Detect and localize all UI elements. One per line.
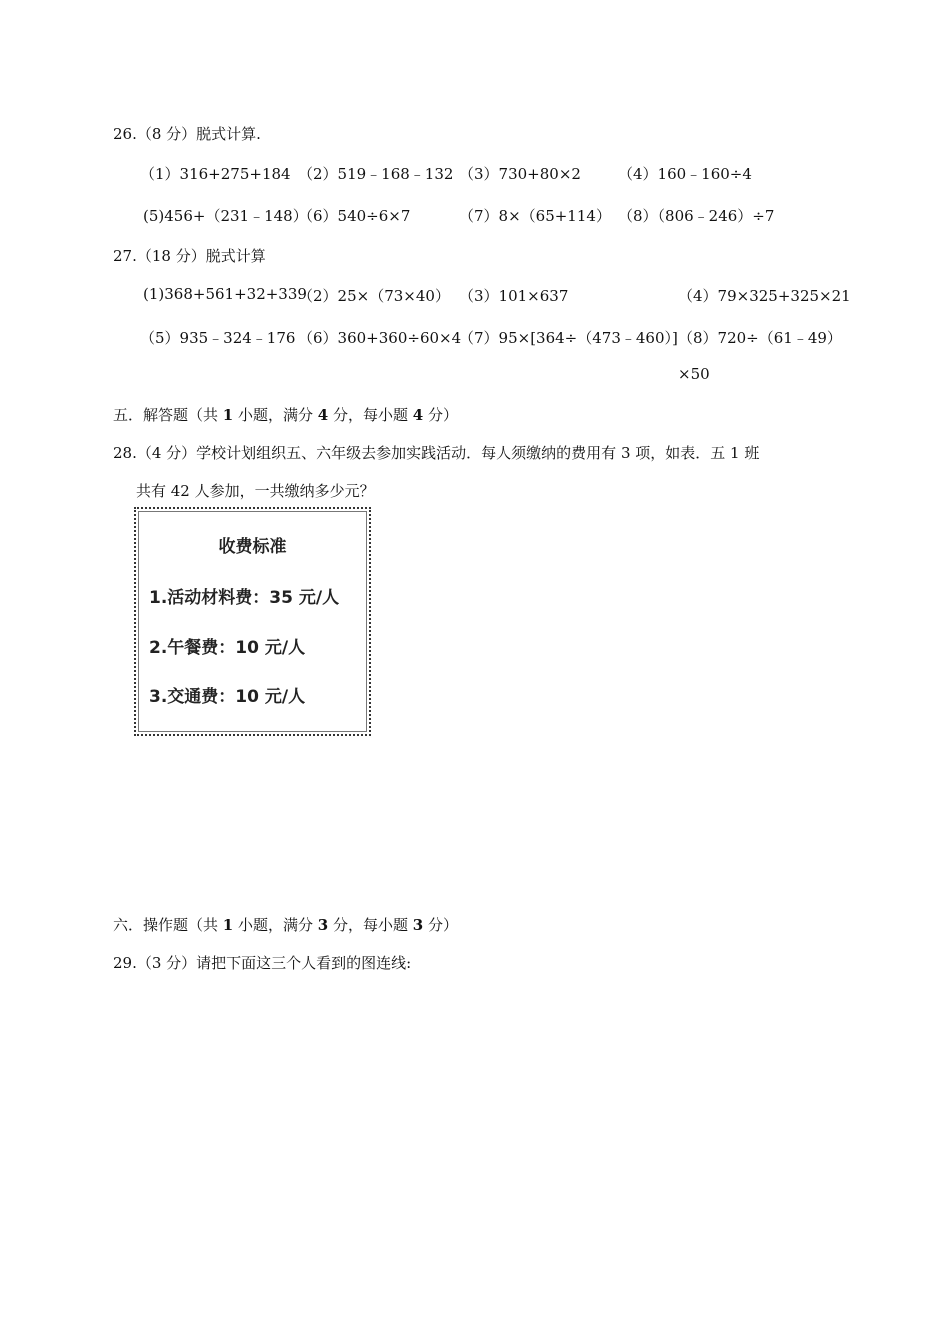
q27-item-4: （4）79×325+325×21: [678, 287, 851, 305]
q27-item-6: （6）360+360÷60×4: [298, 329, 462, 347]
q26-item-5: (5)456+（231﹣148）: [143, 207, 308, 225]
q26-item-6: （6）540÷6×7: [298, 207, 411, 225]
q28-line-1: 28.（4 分）学校计划组织五、六年级去参加实践活动．每人须缴纳的费用有 3 项，如表．五 1 班: [113, 444, 760, 462]
q27-item-3: （3）101×637: [459, 287, 569, 305]
q26-item-2: （2）519﹣168﹣132: [298, 165, 454, 183]
q26-item-7: （7）8×（65+114）: [459, 207, 611, 225]
section5-heading: 五．解答题（共 1 小题，满分 4 分，每小题 4 分）: [113, 406, 458, 424]
section6-heading: 六．操作题（共 1 小题，满分 3 分，每小题 3 分）: [113, 916, 458, 934]
q27-item-8-continued: ×50: [678, 365, 710, 383]
fee-item-transport: 3.交通费：10 元/人: [149, 687, 306, 707]
q26-item-3: （3）730+80×2: [459, 165, 581, 183]
q27-item-8: （8）720÷（61﹣49）: [678, 329, 842, 347]
q27-item-5: （5）935﹣324﹣176: [140, 329, 296, 347]
q26-title: 26.（8 分）脱式计算.: [113, 125, 261, 143]
q27-title: 27.（18 分）脱式计算: [113, 247, 266, 265]
q26-item-4: （4）160﹣160÷4: [618, 165, 752, 183]
q28-line-2: 共有 42 人参加，一共缴纳多少元？: [136, 482, 375, 500]
fee-standard-box: [134, 507, 371, 736]
q29-title: 29.（3 分）请把下面这三个人看到的图连线:: [113, 954, 412, 972]
q27-item-1: (1)368+561+32+339: [143, 285, 307, 303]
q27-item-7: （7）95×[364÷（473﹣460）]: [459, 329, 678, 347]
fee-box-title: 收费标准: [218, 537, 287, 557]
fee-item-materials: 1.活动材料费：35 元/人: [149, 588, 340, 608]
q26-item-1: （1）316+275+184: [140, 165, 291, 183]
q26-item-8: （8）（806﹣246）÷7: [618, 207, 775, 225]
fee-item-lunch: 2.午餐费：10 元/人: [149, 638, 306, 658]
q27-item-2: （2）25×（73×40）: [298, 287, 450, 305]
